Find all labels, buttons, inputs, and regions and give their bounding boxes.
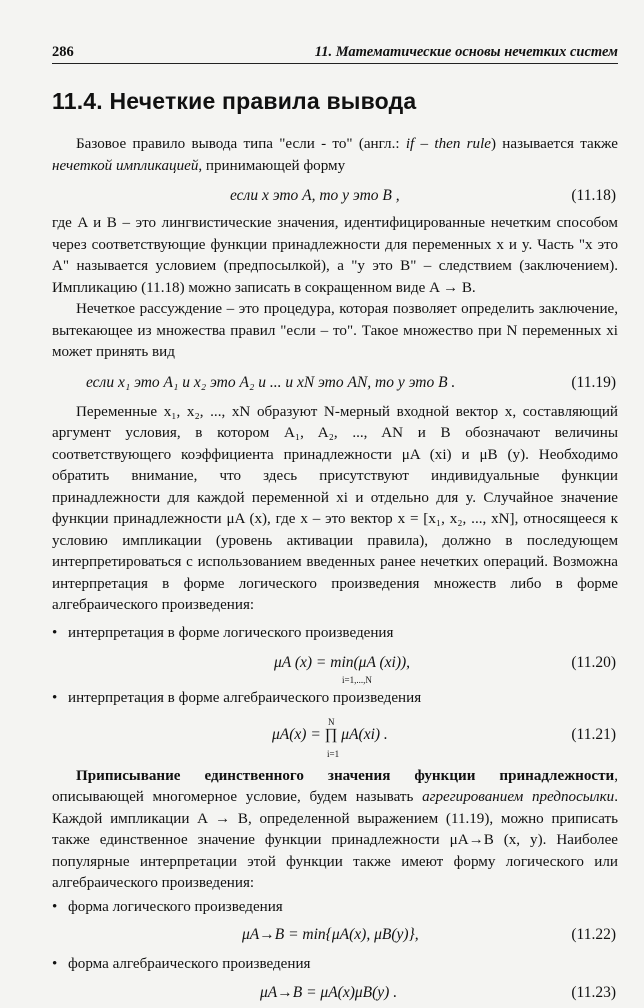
- aggregation-text-1: , описывающей многомерное условие, будем называть: [52, 767, 618, 805]
- equation-number: (11.19): [571, 373, 616, 391]
- equation-expression: μA(x) = ∏ μA(xi) .: [272, 725, 388, 743]
- bullet-text: форма логического произведения: [68, 898, 283, 915]
- equation-11-18: [52, 185, 618, 211]
- bullet-algebraic-interpretation: [52, 688, 618, 710]
- bullet-text: интерпретация в форме логического произведения: [68, 624, 394, 641]
- equation-expression: μA→B = μA(x)μB(y) .: [260, 983, 398, 1001]
- aggregation-term: агрегированием предпосылки: [422, 789, 615, 805]
- bullet-icon: •: [52, 690, 58, 706]
- intro-term-implication: нечеткой импликацией: [52, 157, 199, 174]
- equation-number: (11.21): [571, 725, 616, 743]
- intro-text-1: Базовое правило вывода типа "если - то" (англ.:: [76, 136, 406, 152]
- paragraph-aggregation: [52, 766, 618, 895]
- running-title: 11. Математические основы нечетких систем: [314, 44, 618, 60]
- product-lower-limit: i=1: [327, 748, 340, 759]
- equation-11-19: [52, 372, 618, 398]
- intro-text-3: , принимающей форму: [198, 157, 346, 174]
- aggregation-bold-text: Приписывание единственного значения функции принадлежности: [76, 767, 615, 784]
- bullet-logical-product: [52, 897, 618, 919]
- bullet-algebraic-product: [52, 954, 618, 976]
- running-header: [52, 44, 618, 64]
- paragraph-intro: [52, 134, 618, 177]
- paragraph-input-vector: Переменные x₁, x₂, ..., xN образуют N-мерный входной вектор x, составляющий аргумент условия, в котором A₁, A₂, ..., AN и B обозначают величины соответствующего коэффициента принадлежности μA (xi) и μB (y). Необходимо обратить внимание, что здесь присутствуют индивидуальные функции принадлежности для каждой переменной xi и отдельно для y. Случайное значение функции принадлежности μA (x), где x – это вектор x = [x₁, x₂, ..., xN], относящееся к условию импликации (уровень активации правила), должно в последующем интерпретироваться с использованием введенных ранее нечетких операций. Возможна интерпретация в форме логического произведения множеств либо в форме алгебраического произведения:: [52, 403, 618, 613]
- bullet-icon: •: [52, 624, 58, 641]
- equation-number: (11.22): [571, 926, 616, 943]
- product-upper-limit: N: [328, 716, 335, 727]
- equation-11-22: [52, 924, 618, 950]
- aggregation-text-2: . Каждой импликации A → B, определенной выражением (11.19), можно приписать также единственное значение функции принадлежности μA→B (x, y). Наиболее популярные интерпретации этой функции также имеют форму логического или алгебраического произведения:: [52, 789, 619, 891]
- intro-text-2: ) называется также: [490, 136, 618, 152]
- equation-number: (11.20): [571, 654, 616, 671]
- section-title: 11.4. Нечеткие правила вывода: [52, 88, 417, 114]
- bullet-icon: •: [52, 956, 58, 972]
- equation-expression: если x это A, то y это B ,: [230, 187, 400, 204]
- equation-11-21: [52, 716, 618, 759]
- intro-term-english: if – then rule: [405, 136, 491, 152]
- equation-number: (11.18): [571, 187, 616, 204]
- paragraph-fuzzy-reasoning: Нечеткое рассуждение – это процедура, которая позволяет определить заключение, вытекающее из множества правил "если – то". Такое множество при N переменных xi может принять вид: [52, 301, 618, 360]
- bullet-logical-interpretation: [52, 623, 618, 645]
- page-number: 286: [52, 44, 74, 60]
- paragraph-linguistic-values: где A и B – это лингвистические значения, идентифицированные нечетким способом через соответствующие функции принадлежности для переменных x и y. Часть "x это A" называется условием (предпосылкой), а "y это B" – следствием (заключением). Импликацию (11.18) можно записать в сокращенном виде A → B.: [52, 215, 618, 296]
- equation-11-23: [52, 982, 618, 1008]
- bullet-icon: •: [52, 898, 58, 915]
- bullet-text: форма алгебраического произведения: [68, 956, 311, 972]
- equation-11-20: [52, 652, 618, 684]
- equation-number: (11.23): [571, 983, 616, 1001]
- bullet-text: интерпретация в форме алгебраического произведения: [68, 690, 422, 706]
- page-body: [52, 134, 618, 1008]
- equation-expression: если x₁ это A₁ и x₂ это A₂ и ... и xN это AN, то y это B .: [86, 373, 456, 391]
- equation-expression: μA→B = min{μA(x), μB(y)},: [242, 926, 419, 943]
- equation-subscript: i=1,...,N: [342, 675, 372, 685]
- equation-expression: μA (x) = min(μA (xi)),: [274, 654, 411, 671]
